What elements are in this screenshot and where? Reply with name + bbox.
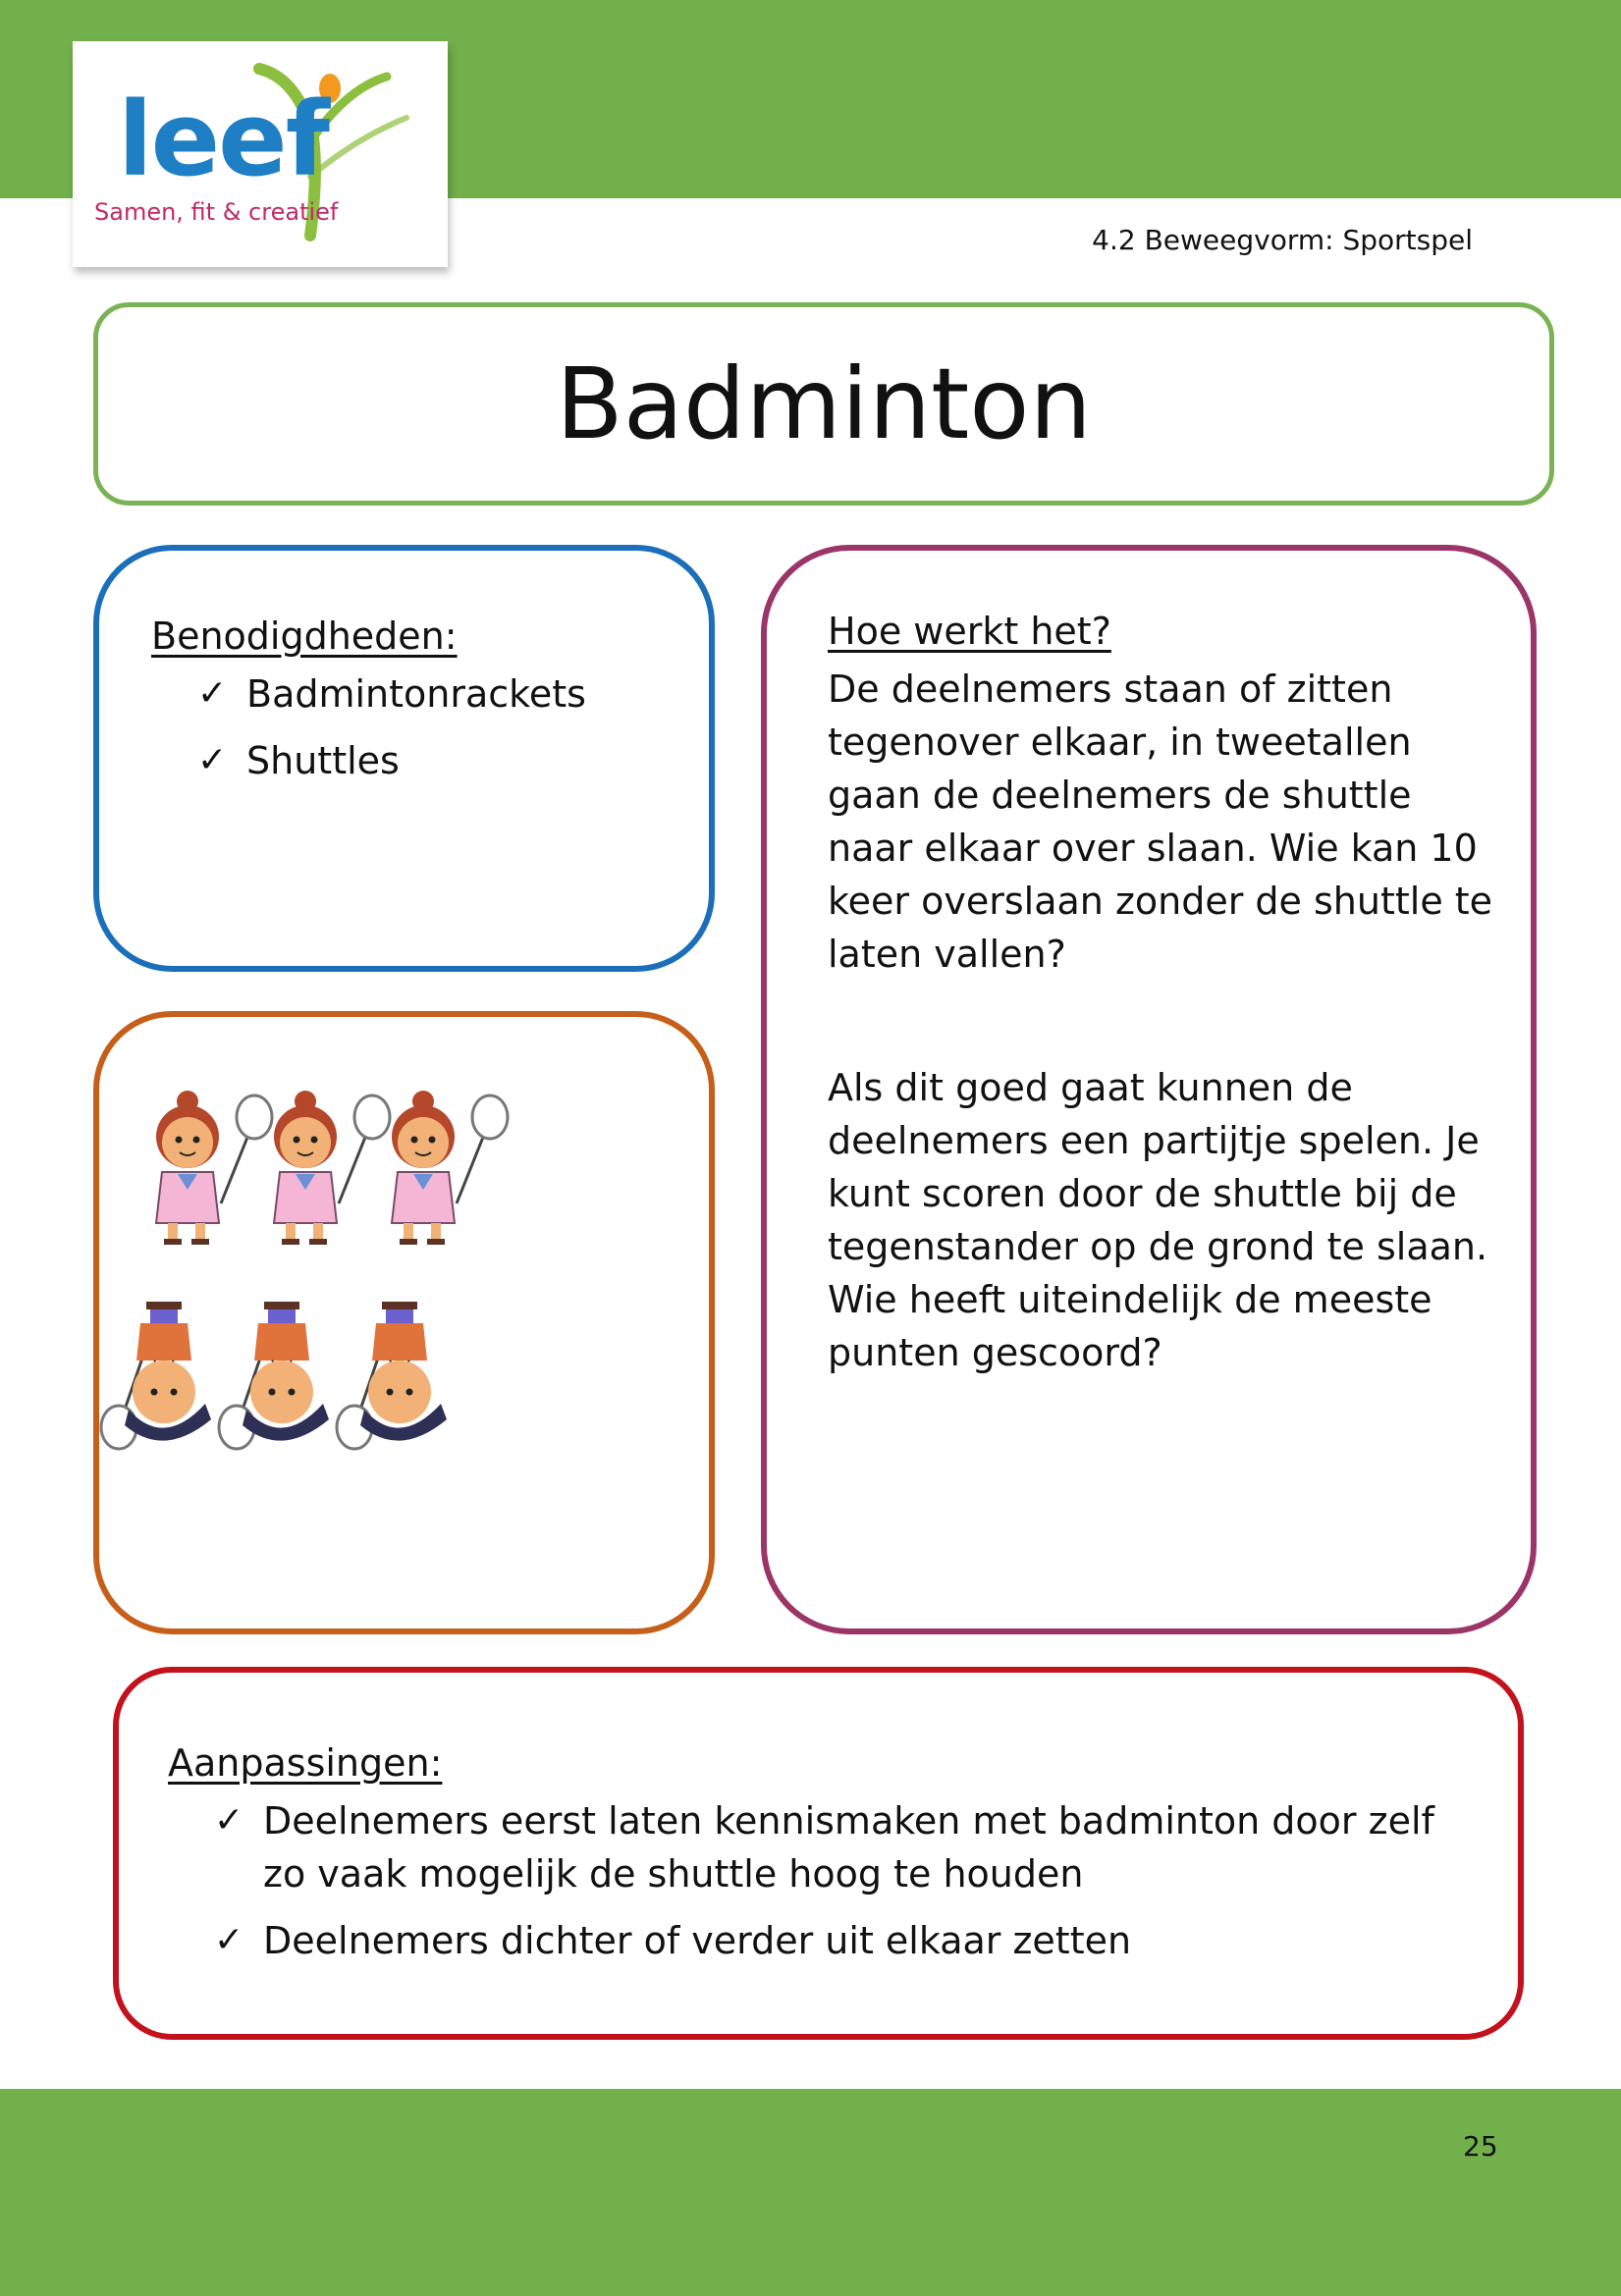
check-icon: ✓ <box>214 1800 244 1841</box>
check-icon: ✓ <box>197 673 228 714</box>
how-paragraph: De deelnemers staan of zitten tegenover elkaar, in tweetallen gaan de deelnemers de shuttle naar elkaar over slaan. Wie kan 10 keer overslaan zonder de shuttle te laten vallen? <box>828 667 1493 976</box>
how-paragraph: Als dit goed gaat kunnen de deelnemers een partijtje spelen. Je kunt scoren door de shuttle bij de tegenstander op de grond te slaan. Wie heeft uiteindelijk de meeste punten gescoord? <box>828 1066 1488 1374</box>
title-box <box>93 302 1554 506</box>
needs-list <box>197 667 681 787</box>
page-title: Badminton <box>556 347 1092 461</box>
adaptations-list <box>214 1794 1474 1967</box>
needs-box <box>93 545 715 972</box>
adaptations-heading: Aanpassingen: <box>168 1741 443 1785</box>
needs-heading: Benodigdheden: <box>151 614 458 658</box>
check-icon: ✓ <box>214 1920 244 1960</box>
badminton-players-illustration <box>99 1017 709 1629</box>
page-number: 25 <box>1463 2130 1498 2163</box>
logo-word: leef <box>118 80 328 199</box>
logo <box>73 41 448 267</box>
list-item: ✓ Deelnemers dichter of verder uit elkaar zetten <box>263 1914 1474 1967</box>
footer-band <box>0 2089 1621 2296</box>
how-box <box>761 545 1537 1634</box>
how-heading: Hoe werkt het? <box>828 610 1111 653</box>
section-label: 4.2 Beweegvorm: Sportspel <box>1092 224 1473 256</box>
check-icon: ✓ <box>197 740 228 780</box>
list-item: ✓ Deelnemers eerst laten kennismaken met badminton door zelf zo vaak mogelijk de shuttle hoog te houden <box>263 1794 1474 1900</box>
list-item: ✓ Badmintonrackets <box>246 667 681 721</box>
adaptations-box <box>113 1667 1524 2040</box>
logo-tagline: Samen, fit & creatief <box>94 198 339 226</box>
list-item: ✓ Shuttles <box>246 734 681 787</box>
players-illustration-box <box>93 1011 715 1634</box>
